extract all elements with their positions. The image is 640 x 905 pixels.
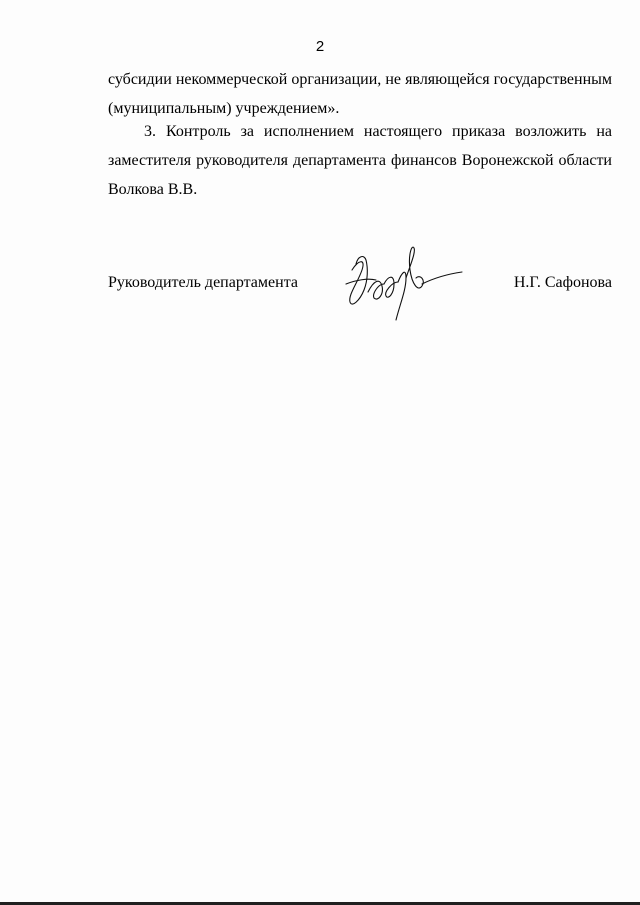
paragraph-line: Волкова В.В.: [108, 181, 198, 198]
paragraph-control-clause: [108, 117, 612, 204]
paragraph-line: субсидии некоммерческой организации, не являющейся государственным: [108, 71, 612, 88]
paragraph-line: заместителя руководителя департамента финансов Воронежской области: [108, 152, 612, 169]
paragraph-line: 3. Контроль за исполнением настоящего приказа возложить на: [144, 123, 612, 140]
paragraph-continuation: [108, 65, 612, 123]
page-number: 2: [315, 38, 325, 55]
handwritten-signature: [338, 240, 468, 325]
paragraph-line: (муниципальным) учреждением».: [108, 100, 340, 117]
signatory-title: Руководитель департамента: [108, 274, 298, 291]
signatory-name: Н.Г. Сафонова: [513, 274, 612, 291]
